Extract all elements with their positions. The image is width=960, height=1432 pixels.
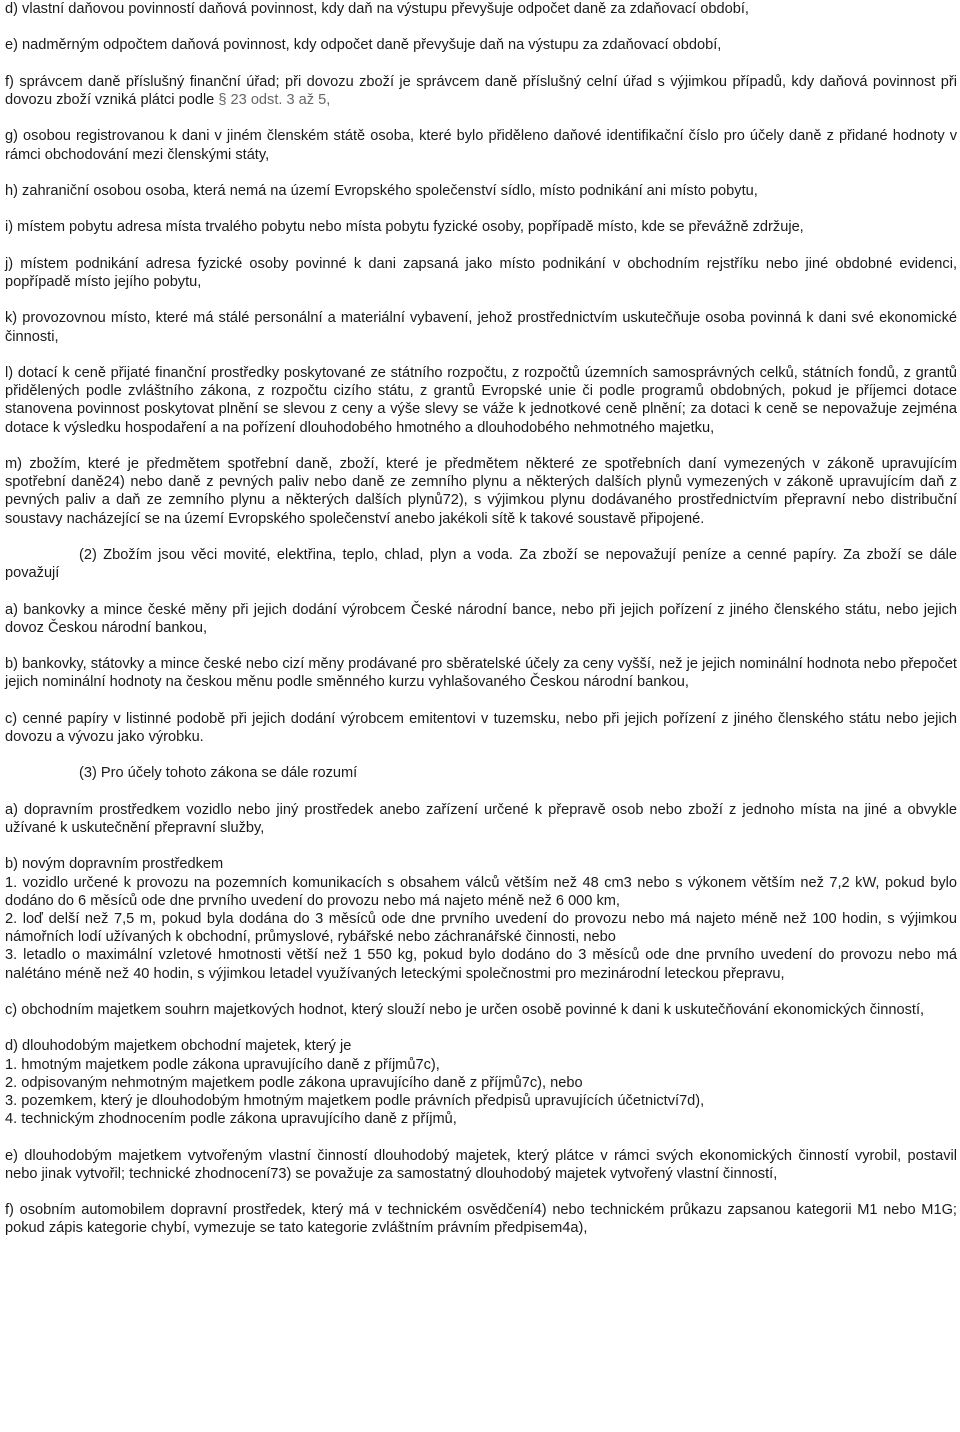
list-item: 4. technickým zhodnocením podle zákona upravujícího daně z příjmů, <box>5 1111 457 1128</box>
paragraph-2: (2) Zbožím jsou věci movité, elektřina, teplo, chlad, plyn a voda. Za zboží se nepovažují peníze a cenné papíry. Za zboží se dále považují <box>5 546 957 582</box>
paragraph-g: g) osobou registrovanou k dani v jiném členském státě osoba, které bylo přiděleno daňové identifikační číslo pro účely daně z přidané hodnoty v rámci obchodování mezi členskými státy, <box>5 128 957 163</box>
paragraph-3f: f) osobním automobilem dopravní prostředek, který má v technickém osvědčení4) nebo technickém průkazu zapsanou kategorii M1 nebo M1G; pokud zápis kategorie chybí, vymezuje se tato kategorie zvláštním právním předpisem4a), <box>5 1202 957 1237</box>
paragraph-3c: c) obchodním majetkem souhrn majetkových hodnot, který slouží nebo je určen osobě povinné k dani k uskutečňování ekonomických činností, <box>5 1001 925 1018</box>
list-item: 2. loď delší než 7,5 m, pokud byla dodána do 3 měsíců ode dne prvního uvedení do provozu nebo má najeto méně než 100 hodin, s výjimkou námořních lodí užívaných k obchodní, průmyslové, rybářské nebo záchranářské činnosti, nebo <box>5 910 957 946</box>
paragraph-k: k) provozovnou místo, které má stálé personální a materiální vybavení, jehož prostřednictvím uskutečňuje osoba povinná k dani své ekonomické činnosti, <box>5 310 957 345</box>
paragraph-f <box>5 73 957 109</box>
list-item: 1. hmotným majetkem podle zákona upravujícího daně z příjmů7c), <box>5 1056 440 1073</box>
paragraph-l: l) dotací k ceně přijaté finanční prostředky poskytované ze státního rozpočtu, z rozpočtů územních samosprávných celků, státních fondů, z grantů přidělených podle zvláštního zákona, z rozpočtu cizího státu, z grantů Evropské unie či podle programů obdobných, pokud je příjemci dotace stanovena povinnost poskytovat plnění se slevou z ceny a výše slevy se váže k jednotkové ceně plnění; za dotaci k ceně se nepovažuje zejména dotace k výsledku hospodaření a na pořízení dlouhodobého hmotného a dlouhodobého nehmotného majetku, <box>5 364 957 436</box>
paragraph-2b: b) bankovky, státovky a mince české nebo cizí měny prodávané pro sběratelské účely za ceny vyšší, než je jejich nominální hodnota nebo přepočet jejich nominální hodnoty na českou měnu podle směnného kurzu vyhlašovaného Českou národní bankou, <box>5 656 957 691</box>
paragraph-3e: e) dlouhodobým majetkem vytvořeným vlastní činností dlouhodobý majetek, který plátce v rámci svých ekonomických činností vyrobil, postavil nebo jinak vytvořil; technické zhodnocení73) se považuje za samostatný dlouhodobý majetek vytvořený vlastní činností, <box>5 1147 957 1182</box>
paragraph-e: e) nadměrným odpočtem daňová povinnost, kdy odpočet daně převyšuje daň na výstupu za zdaňovací období, <box>5 37 722 54</box>
list-item: 3. pozemkem, který je dlouhodobým hmotným majetkem podle právních předpisů upravujících účetnictví7d), <box>5 1092 705 1109</box>
paragraph-3b <box>5 855 957 982</box>
paragraph-h: h) zahraniční osobou osoba, která nemá na území Evropského společenství sídlo, místo podnikání ani místo pobytu, <box>5 182 758 199</box>
paragraph-3d <box>5 1037 957 1128</box>
paragraph-2a: a) bankovky a mince české měny při jejich dodání výrobcem České národní bance, nebo při jejich pořízení z jiného členského státu, nebo jejich dovoz Českou národní bankou, <box>5 601 957 636</box>
paragraph-j: j) místem podnikání adresa fyzické osoby povinné k dani zapsaná jako místo podnikání v obchodním rejstříku nebo jiné obdobné evidenci, popřípadě místo jejího pobytu, <box>5 255 957 290</box>
document-page <box>5 0 957 1238</box>
paragraph-i: i) místem pobytu adresa místa trvalého pobytu nebo místa pobytu fyzické osoby, popřípadě místo, kde se převážně zdržuje, <box>5 219 804 236</box>
list-item: 2. odpisovaným nehmotným majetkem podle zákona upravujícího daně z příjmů7c), nebo <box>5 1074 583 1091</box>
paragraph-f-text: f) správcem daně příslušný finanční úřad; při dovozu zboží je správcem daně příslušný celní úřad s výjimkou případů, kdy daňová povinnost při dovozu zboží vzniká plátci podle <box>5 73 957 108</box>
paragraph-3: (3) Pro účely tohoto zákona se dále rozumí <box>79 765 358 782</box>
list-item: 1. vozidlo určené k provozu na pozemních komunikacích s obsahem válců větším než 48 cm3 nebo s výkonem větším než 7,2 kW, pokud bylo dodáno do 6 měsíců ode dne prvního uvedení do provozu nebo má najeto méně než 6 000 km, <box>5 874 957 909</box>
list-item: 3. letadlo o maximální vzletové hmotnosti větší než 1 550 kg, pokud bylo dodáno do 3 měsíců ode dne prvního uvedení do provozu nebo má nalétáno méně než 40 hodin, s výjimkou letadel využívaných leteckými společnostmi pro mezinárodní leteckou přepravu, <box>5 947 957 982</box>
paragraph-3a: a) dopravním prostředkem vozidlo nebo jiný prostředek anebo zařízení určené k přepravě osob nebo zboží z jednoho místa na jiné a obvykle užívané k uskutečnění přepravní služby, <box>5 801 957 836</box>
paragraph-d: d) vlastní daňovou povinností daňová povinnost, kdy daň na výstupu převyšuje odpočet daně za zdaňovací období, <box>5 1 749 17</box>
paragraph-3d-heading: d) dlouhodobým majetkem obchodní majetek, který je <box>5 1038 352 1055</box>
paragraph-m: m) zbožím, které je předmětem spotřební daně, zboží, které je předmětem některé ze spotřebních daní vymezených v zákoně upravujícím spotřební daně24) nebo daně z pevných paliv nebo daně ze zemního plynu a některých dalších plynů vymezených v zákoně upravujícím daň z pevných paliv a daň ze zemního plynu a některých dalších plynů72), s výjimkou plynu dodávaného prostřednictvím přepravní nebo distribuční soustavy nacházející se na území Evropského společenství anebo jakékoli sítě k takové soustavě připojené. <box>5 455 957 527</box>
paragraph-3b-heading: b) novým dopravním prostředkem <box>5 856 224 873</box>
section-reference: § 23 odst. 3 až 5, <box>218 91 331 108</box>
paragraph-2c: c) cenné papíry v listinné podobě při jejich dodání výrobcem emitentovi v tuzemsku, nebo při jejich pořízení z jiného členského státu nebo jejich dovozu a vývozu jako výrobku. <box>5 710 957 745</box>
